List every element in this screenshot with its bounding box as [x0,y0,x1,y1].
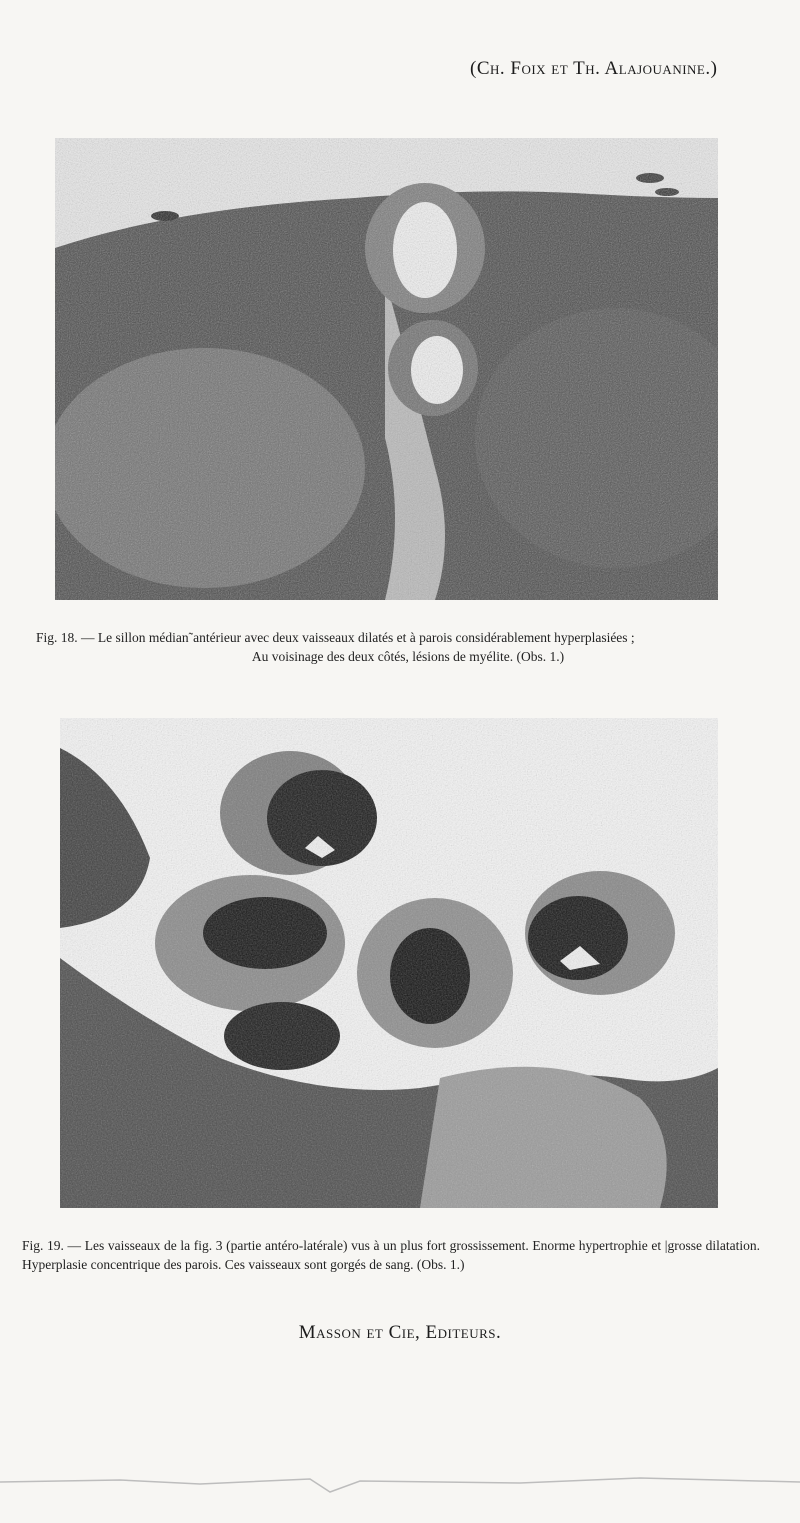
figure-19-caption: Fig. 19. — Les vaisseaux de la fig. 3 (partie antéro-latérale) vus à un plus fort grossissement. Enorme hypertrophie et |grosse dilatation. Hyperplasie concentrique des parois. Ces vaisseaux sont gorgés de sang. (Obs. 1.) [22,1238,760,1272]
torn-page-edge [0,1462,800,1523]
figure-19-photomicrograph [60,718,718,1208]
authors-header: (Ch. Foix et Th. Alajouanine.) [470,58,718,79]
figure-18-photomicrograph [55,138,718,600]
figure-18-caption [36,628,780,666]
publisher-footer: Masson et Cie, Editeurs. [298,1322,502,1343]
figure-18-caption-line2: Au voisinage des deux côtés, lésions de myélite. (Obs. 1.) [251,649,565,664]
figure-19-image [60,718,718,1208]
figure-18-image [55,138,718,600]
figure-18-caption-line1: Fig. 18. — Le sillon médian˜antérieur avec deux vaisseaux dilatés et à parois considérablement hyperplasiées ; [36,630,635,645]
